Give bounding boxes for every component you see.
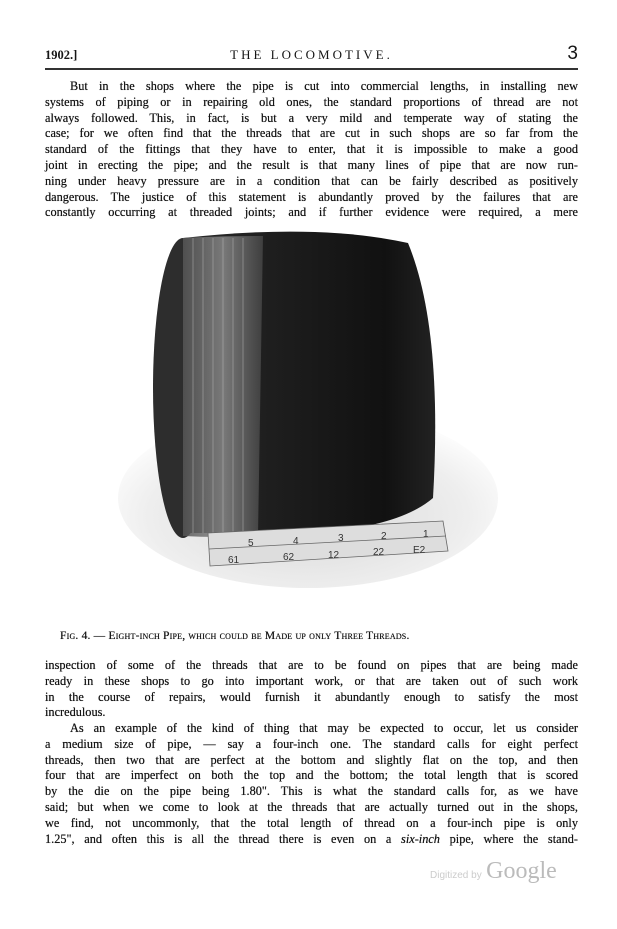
figure-caption <box>60 630 560 642</box>
text-line: As an example of the kind of thing that may be expected to occur, let us consider <box>70 721 578 735</box>
header-rule <box>45 68 578 70</box>
text-span: 1.25", and often this is all the thread there is even on a <box>45 831 402 846</box>
journal-title: THE LOCOMOTIVE. <box>230 47 393 62</box>
italic-text: six-inch <box>401 831 440 846</box>
text-line: inspection of some of the threads that are to be found on pipes that are being made <box>45 658 578 672</box>
text-line: ning under heavy pressure are in a condition that can be fairly described as positively <box>45 173 578 188</box>
ruler-mark: 12 <box>328 550 340 561</box>
text-line: always followed. This, in fact, is but a very mild and temperate way of stating the <box>45 110 578 125</box>
ruler-mark: 5 <box>248 538 254 549</box>
ruler-mark: 4 <box>293 536 299 547</box>
text-line: said; but when we come to look at the threads that are actually turned out in the shops, <box>45 799 578 814</box>
ruler-mark: 22 <box>373 547 385 558</box>
text-span: pipe, where the stand- <box>439 831 578 846</box>
running-header <box>45 43 578 64</box>
ruler-mark: 1 <box>423 529 429 540</box>
text-line: constantly occurring at threaded joints; and if further evidence were required, a mere <box>45 205 578 220</box>
ruler-mark: 61 <box>228 555 240 566</box>
text-line: threads, then two that are perfect at the bottom and slightly flat on the top, and then <box>45 752 578 767</box>
watermark-prefix: Digitized by <box>430 870 482 881</box>
text-line: a medium size of pipe, — say a four-inch one. The standard calls for eight perfect <box>45 736 578 751</box>
text-line: systems of piping or in repairing old ones, the standard proportions of thread are not <box>45 94 578 109</box>
paragraph-3 <box>45 721 578 847</box>
pipe-photograph <box>98 228 498 603</box>
google-watermark <box>430 858 557 885</box>
text-line: joint in erecting the pipe; and the result is that many lines of pipe that are now run- <box>45 157 578 172</box>
text-line: by the die on the pipe being 1.80". This is what the standard calls for, as we have <box>45 784 578 799</box>
text-line: ready in these shops to go into important work, or that are taken out of such work <box>45 673 578 688</box>
text-line: case; for we often find that the threads that are cut in such shops are so far from the <box>45 126 578 141</box>
page-number: 3 <box>567 43 578 64</box>
text-line: standard of the fittings that they have to enter, that it is impossible to make a good <box>45 142 578 157</box>
text-line <box>45 832 578 848</box>
header-year: 1902.] <box>45 48 78 62</box>
text-line: four that are imperfect on both the top and the bottom; the total length that is scored <box>45 768 578 783</box>
ruler-mark: 62 <box>283 552 295 563</box>
text-line: But in the shops where the pipe is cut into commercial lengths, in installing new <box>70 79 578 93</box>
paragraph-2 <box>45 658 578 721</box>
ruler-mark: 3 <box>338 533 344 544</box>
watermark-brand: Google <box>486 858 557 884</box>
paragraph-1 <box>45 79 578 221</box>
text-line: in the course of repairs, would furnish it abundantly enough to satisfy the most <box>45 689 578 704</box>
ruler-mark: E2 <box>413 545 426 556</box>
ruler-mark: 2 <box>381 531 387 542</box>
text-line: dangerous. The justice of this statement is abundantly proved by the failures that are <box>45 189 578 204</box>
text-line: incredulous. <box>45 705 106 720</box>
text-line: we find, not uncommonly, that the total length of thread on a four-inch pipe is only <box>45 815 578 830</box>
caption-label: Fig. 4. — <box>60 630 106 642</box>
caption-text: Eight-inch Pipe, which could be Made up only Three Threads. <box>108 630 410 642</box>
